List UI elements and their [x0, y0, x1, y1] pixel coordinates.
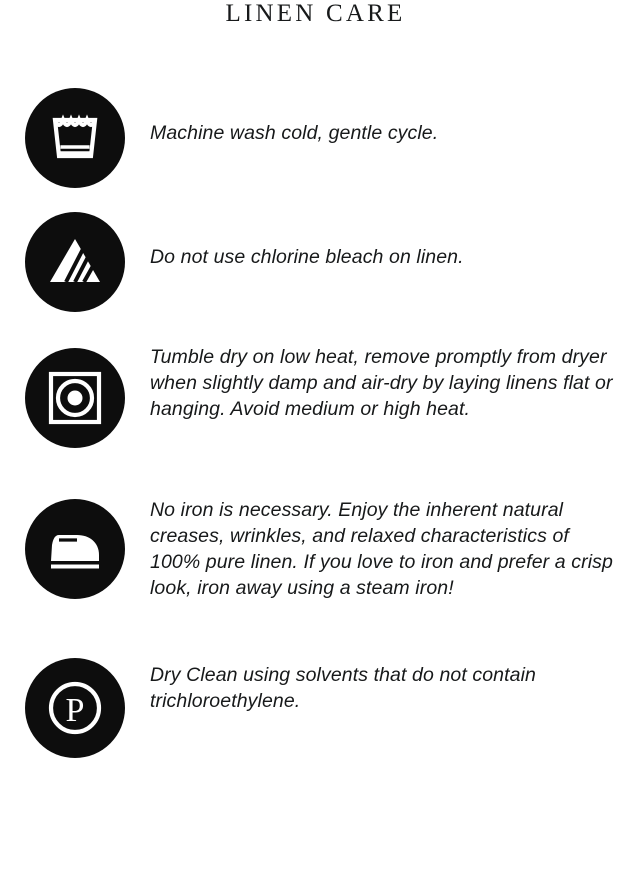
- no-bleach-triangle-icon: [25, 212, 125, 312]
- icon-cell: [0, 88, 150, 188]
- dry-clean-p-circle-icon: [25, 658, 125, 758]
- list-item: [0, 88, 631, 211]
- care-instruction-list: [0, 88, 631, 754]
- text-cell: [150, 634, 631, 714]
- iron-icon: [25, 499, 125, 599]
- instruction-text: Machine wash cold, gentle cycle.: [150, 122, 439, 144]
- icon-cell: [0, 334, 150, 448]
- text-cell: [150, 88, 631, 146]
- instruction-text: Do not use chlorine bleach on linen.: [150, 246, 464, 268]
- icon-cell: [0, 477, 150, 599]
- list-item: [0, 634, 631, 754]
- page-title: LINEN CARE: [225, 0, 406, 27]
- list-item: [0, 334, 631, 477]
- text-cell: [150, 211, 631, 270]
- wash-tub-icon: [25, 88, 125, 188]
- instruction-text: No iron is necessary. Enjoy the inherent natural creases, wrinkles, and relaxed characteristics of 100% pure linen. If you love to iron and prefer a crisp look, iron away using a steam iron!: [150, 499, 613, 599]
- text-cell: [150, 334, 631, 422]
- tumble-dry-icon: [25, 348, 125, 448]
- icon-cell: [0, 211, 150, 312]
- instruction-text: Dry Clean using solvents that do not contain trichloroethylene.: [150, 664, 536, 712]
- list-item: [0, 211, 631, 334]
- text-cell: [150, 477, 631, 601]
- svg-text:P: P: [65, 692, 85, 729]
- list-item: [0, 477, 631, 634]
- instruction-text: Tumble dry on low heat, remove promptly from dryer when slightly damp and air-dry by laying linens flat or hanging. Avoid medium or high heat.: [150, 346, 613, 420]
- icon-cell: [0, 634, 150, 758]
